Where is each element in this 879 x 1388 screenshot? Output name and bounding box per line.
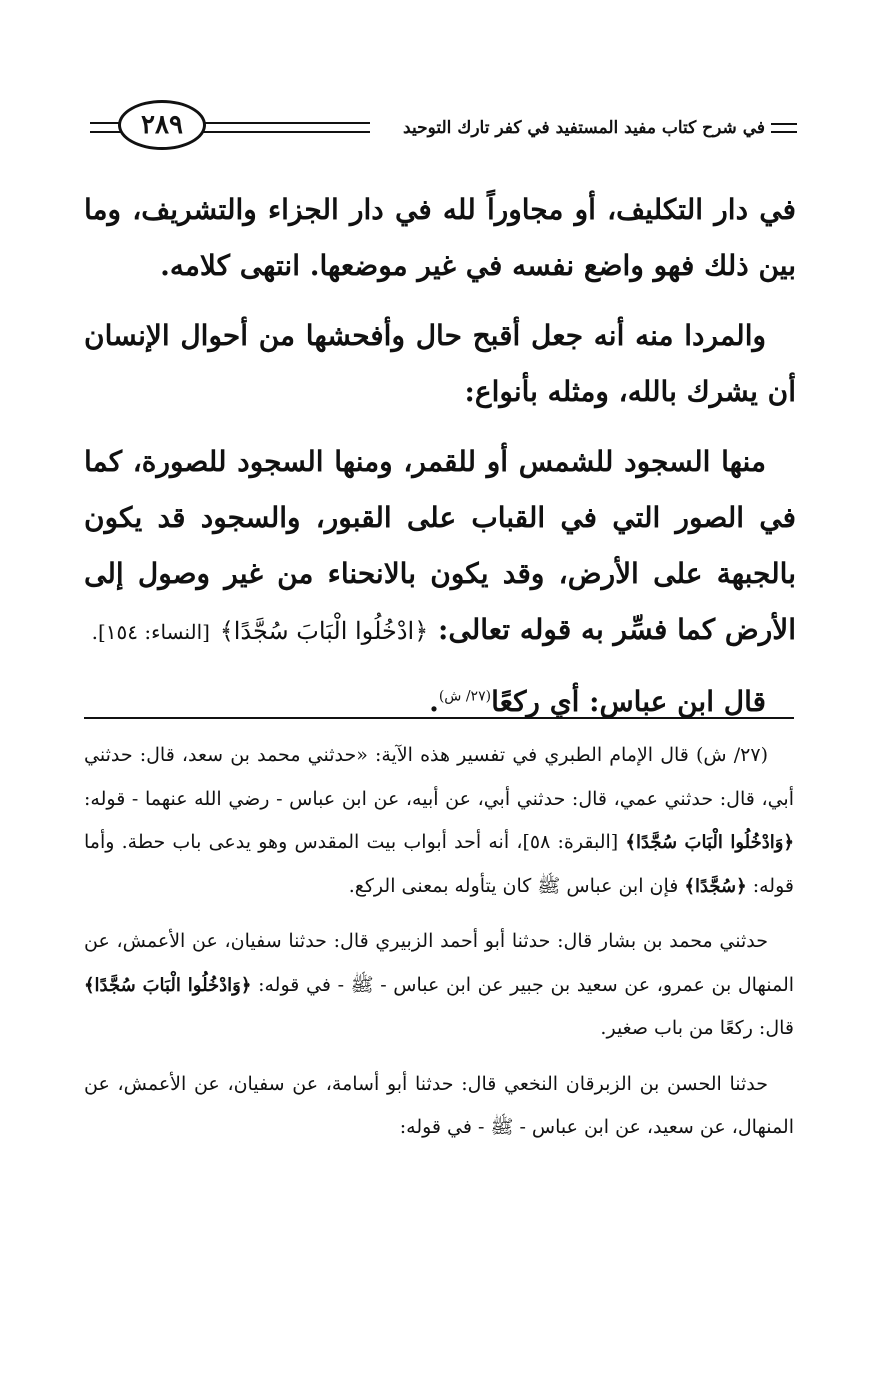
paragraph: والمردا منه أنه جعل أقبح حال وأفحشها من أحوال الإنسان أن يشرك بالله، ومثله بأنواع:	[84, 319, 796, 408]
paragraph-text: منها السجود للشمس أو للقمر، ومنها السجود للصورة، كما في الصور التي في القباب على القبور، والسجود قد يكون بالجبهة على الأرض، وقد يكون بالانحناء من غير وصول إلى الأرض كما فسِّر به قوله تعالى:	[84, 445, 796, 646]
footnote-text: [البقرة: ٥٨]، أنه أحد أبواب بيت المقدس وهو يدعى باب حطة. وأما قوله:	[84, 831, 794, 897]
quran-quote: ﴿وَادْخُلُوا الْبَابَ سُجَّدًا﴾	[625, 832, 794, 853]
footnote: حدثنا الحسن بن الزبرقان النخعي قال: حدثنا أبو أسامة، عن سفيان، عن الأعمش، عن المنهال، عن سعيد، عن ابن عباس - ﷺ - في قوله:	[84, 1072, 794, 1138]
header-dash-ornament	[771, 123, 797, 133]
page-number: ٢٨٩	[118, 100, 206, 150]
quran-quote: ﴿وَادْخُلُوا الْبَابَ سُجَّدًا﴾	[84, 974, 252, 996]
book-title: في شرح كتاب مفيد المستفيد في كفر تارك التوحيد	[403, 118, 765, 138]
footnote	[84, 734, 794, 908]
footnote-text: (٢٧/ ش) قال الإمام الطبري في تفسير هذه الآية: «حدثني محمد بن سعد، قال: حدثني أبي، قال: حدثني عمي، قال: حدثني أبي، عن أبيه، عن ابن عباس - رضي الله عنهما - قوله:	[84, 744, 794, 810]
header-double-rule	[202, 122, 370, 133]
footnote-text: فإن ابن عباس ﷺ كان يتأوله بمعنى الركع.	[348, 874, 679, 897]
footnote-separator	[84, 717, 794, 719]
main-text	[84, 182, 796, 744]
paragraph	[84, 434, 796, 660]
paragraph-text: قال ابن عباس: أي ركعًا	[491, 685, 766, 718]
footnote-text: قال: ركعًا من باب صغير.	[600, 1017, 794, 1039]
header-title	[403, 118, 797, 138]
footnotes	[84, 734, 794, 1162]
footnote-text: حدثني محمد بن بشار قال: حدثنا أبو أحمد الزبيري قال: حدثنا سفيان، عن الأعمش، عن المنهال بن عمرو، عن سعيد بن جبير عن ابن عباس - ﷺ - في قوله:	[84, 930, 795, 996]
footnote	[84, 920, 794, 1051]
quran-reference: [النساء: ١٥٤].	[91, 620, 210, 644]
footnote-marker: (٢٧/ ش)	[438, 688, 492, 705]
paragraph	[84, 674, 796, 730]
quran-quote: ﴿سُجَّدًا﴾	[684, 875, 747, 897]
paragraph: في دار التكليف، أو مجاوراً لله في دار الجزاء والتشريف، وما بين ذلك فهو واضع نفسه في غير موضعها. انتهى كلامه.	[84, 193, 796, 282]
quran-quote: ﴿ادْخُلُوا الْبَابَ سُجَّدًا﴾	[219, 617, 429, 645]
paragraph-end: .	[429, 685, 439, 718]
running-header	[82, 96, 797, 160]
